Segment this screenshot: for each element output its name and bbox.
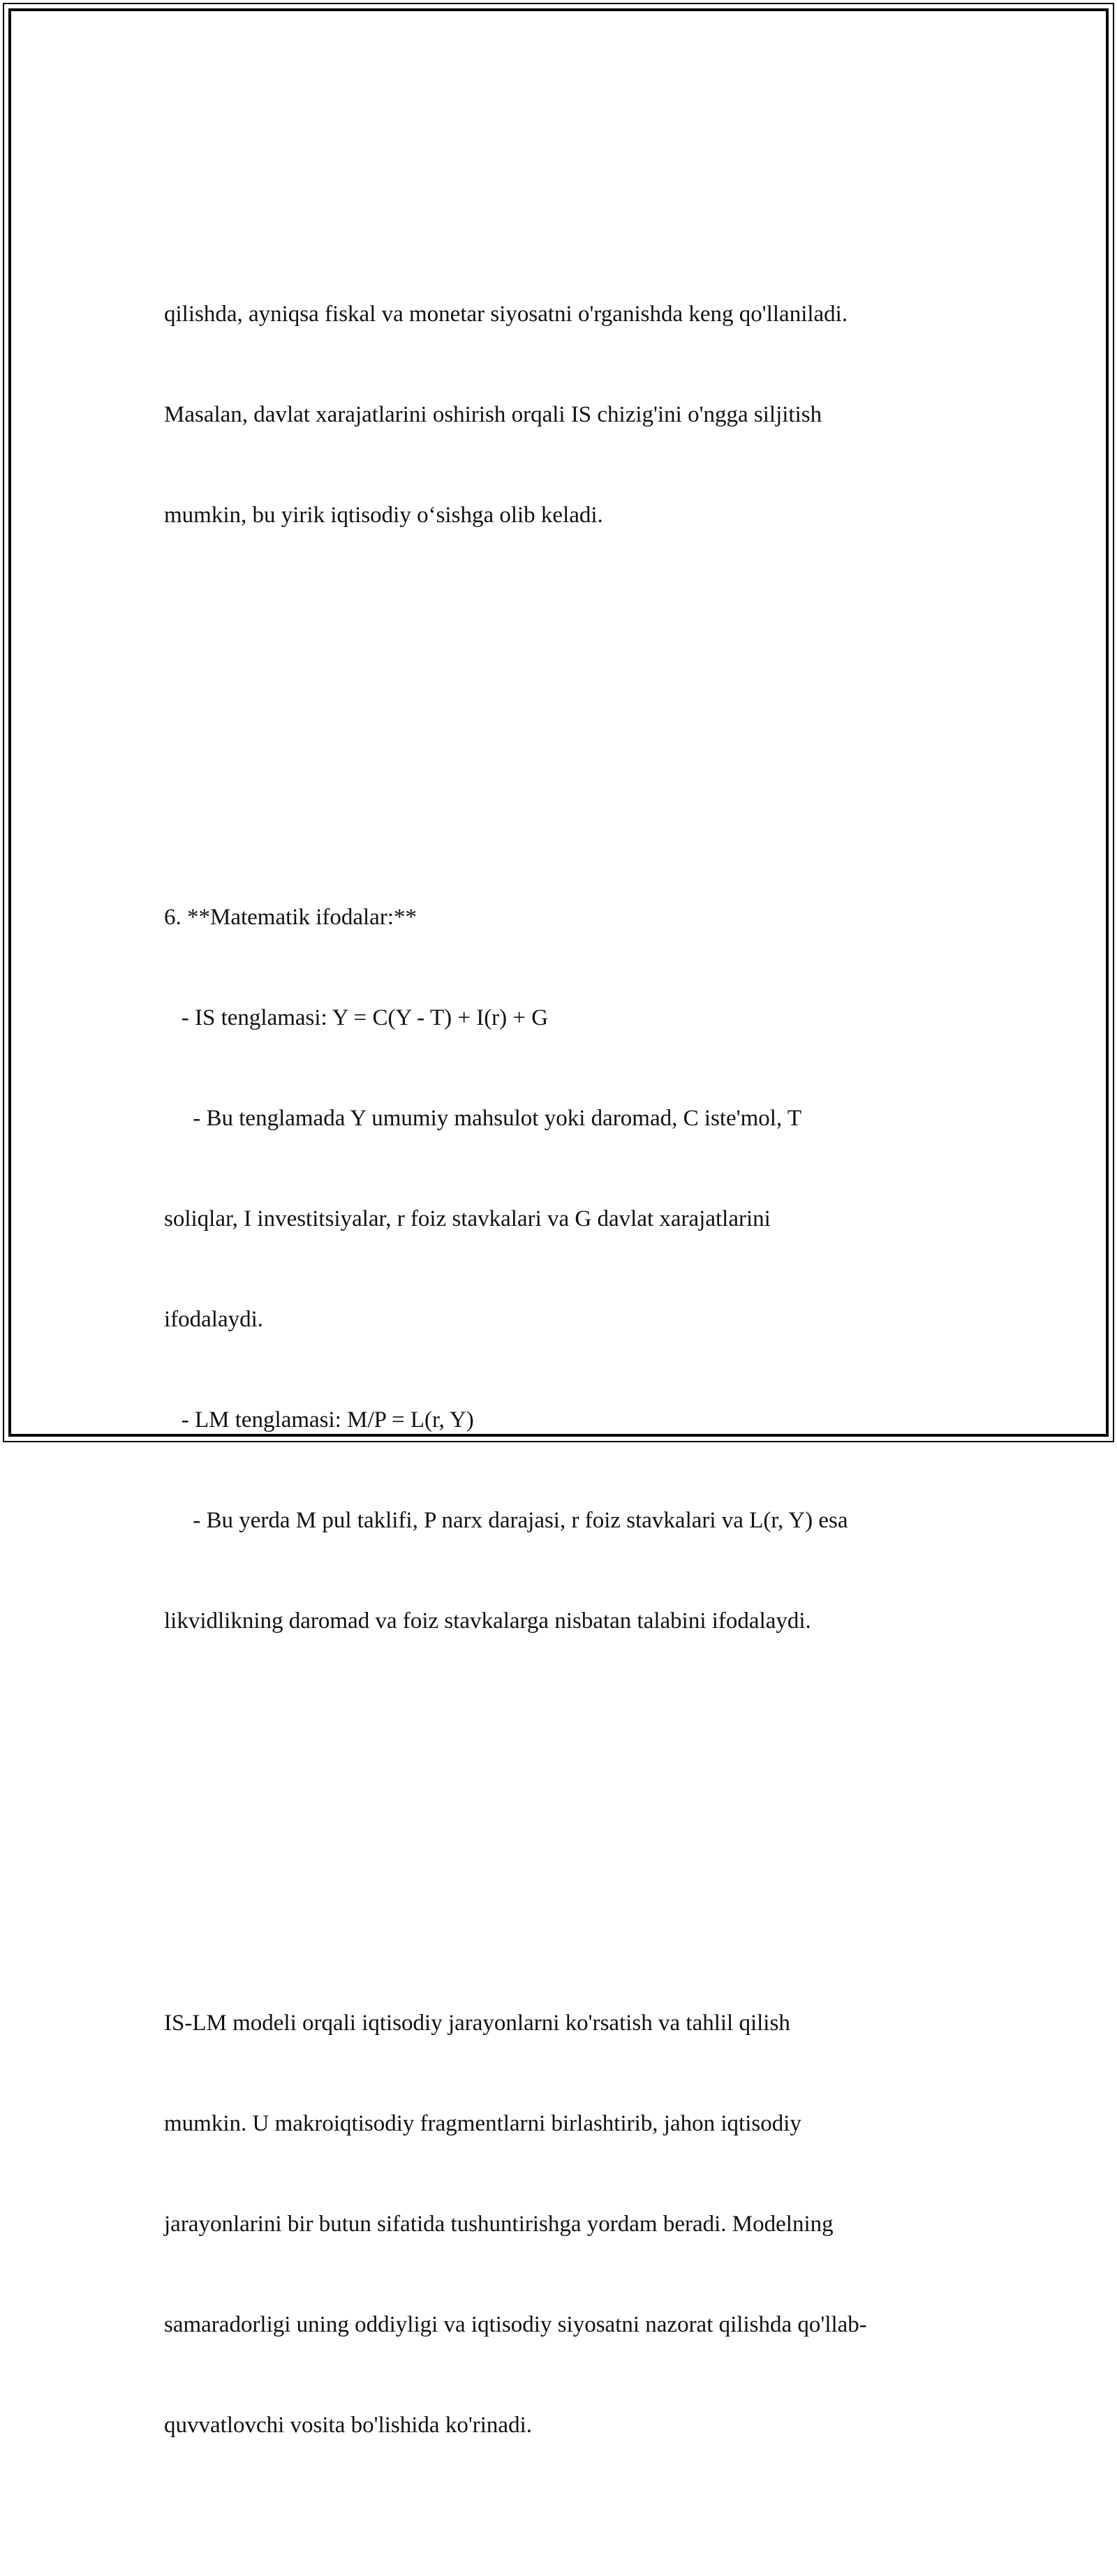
- text-line: Masalan, davlat xarajatlarini oshirish orqali IS chizig'ini o'ngga siljitish: [164, 402, 822, 427]
- is-explanation-line: soliqlar, I investitsiyalar, r foiz stavkalari va G davlat xarajatlarini: [164, 1206, 771, 1231]
- is-explanation-line: ifodalaydi.: [164, 1307, 264, 1332]
- paragraph-spacer: [164, 1805, 981, 1839]
- document-body: [164, 130, 981, 2576]
- is-equation: - IS tenglamasi: Y = C(Y - T) + I(r) + G: [164, 1005, 549, 1030]
- is-explanation-line: - Bu tenglamada Y umumiy mahsulot yoki daromad, C iste'mol, T: [164, 1106, 802, 1131]
- section-mathematical-expressions: [164, 834, 981, 1705]
- text-line: qilishda, ayniqsa fiskal va monetar siyosatni o'rganishda keng qo'llaniladi.: [164, 302, 848, 327]
- text-line: quvvatlovchi vosita bo'lishida ko'rinadi.: [164, 2413, 532, 2438]
- lm-explanation-line: - Bu yerda M pul taklifi, P narx darajasi, r foiz stavkalari va L(r, Y) esa: [164, 1508, 848, 1533]
- text-line: samaradorligi uning oddiyligi va iqtisodiy siyosatni nazorat qilishda qo'llab-: [164, 2312, 867, 2337]
- section-heading: 6. **Matematik ifodalar:**: [164, 905, 417, 930]
- text-line: jarayonlarini bir butun sifatida tushuntirishga yordam beradi. Modelning: [164, 2212, 834, 2237]
- lm-equation: - LM tenglamasi: M/P = L(r, Y): [164, 1407, 474, 1433]
- text-line: mumkin, bu yirik iqtisodiy o‘sishga olib keladi.: [164, 503, 603, 528]
- paragraph-spacer: [164, 699, 981, 733]
- lm-explanation-line: likvidlikning daromad va foiz stavkalarga nisbatan talabini ifodalaydi.: [164, 1608, 811, 1634]
- text-line: IS-LM modeli orqali iqtisodiy jarayonlarni ko'rsatish va tahlil qilish: [164, 2011, 790, 2036]
- text-line: mumkin. U makroiqtisodiy fragmentlarni birlashtirib, jahon iqtisodiy: [164, 2111, 801, 2136]
- paragraph-conclusion: [164, 1939, 981, 2509]
- paragraph-intro: [164, 230, 981, 599]
